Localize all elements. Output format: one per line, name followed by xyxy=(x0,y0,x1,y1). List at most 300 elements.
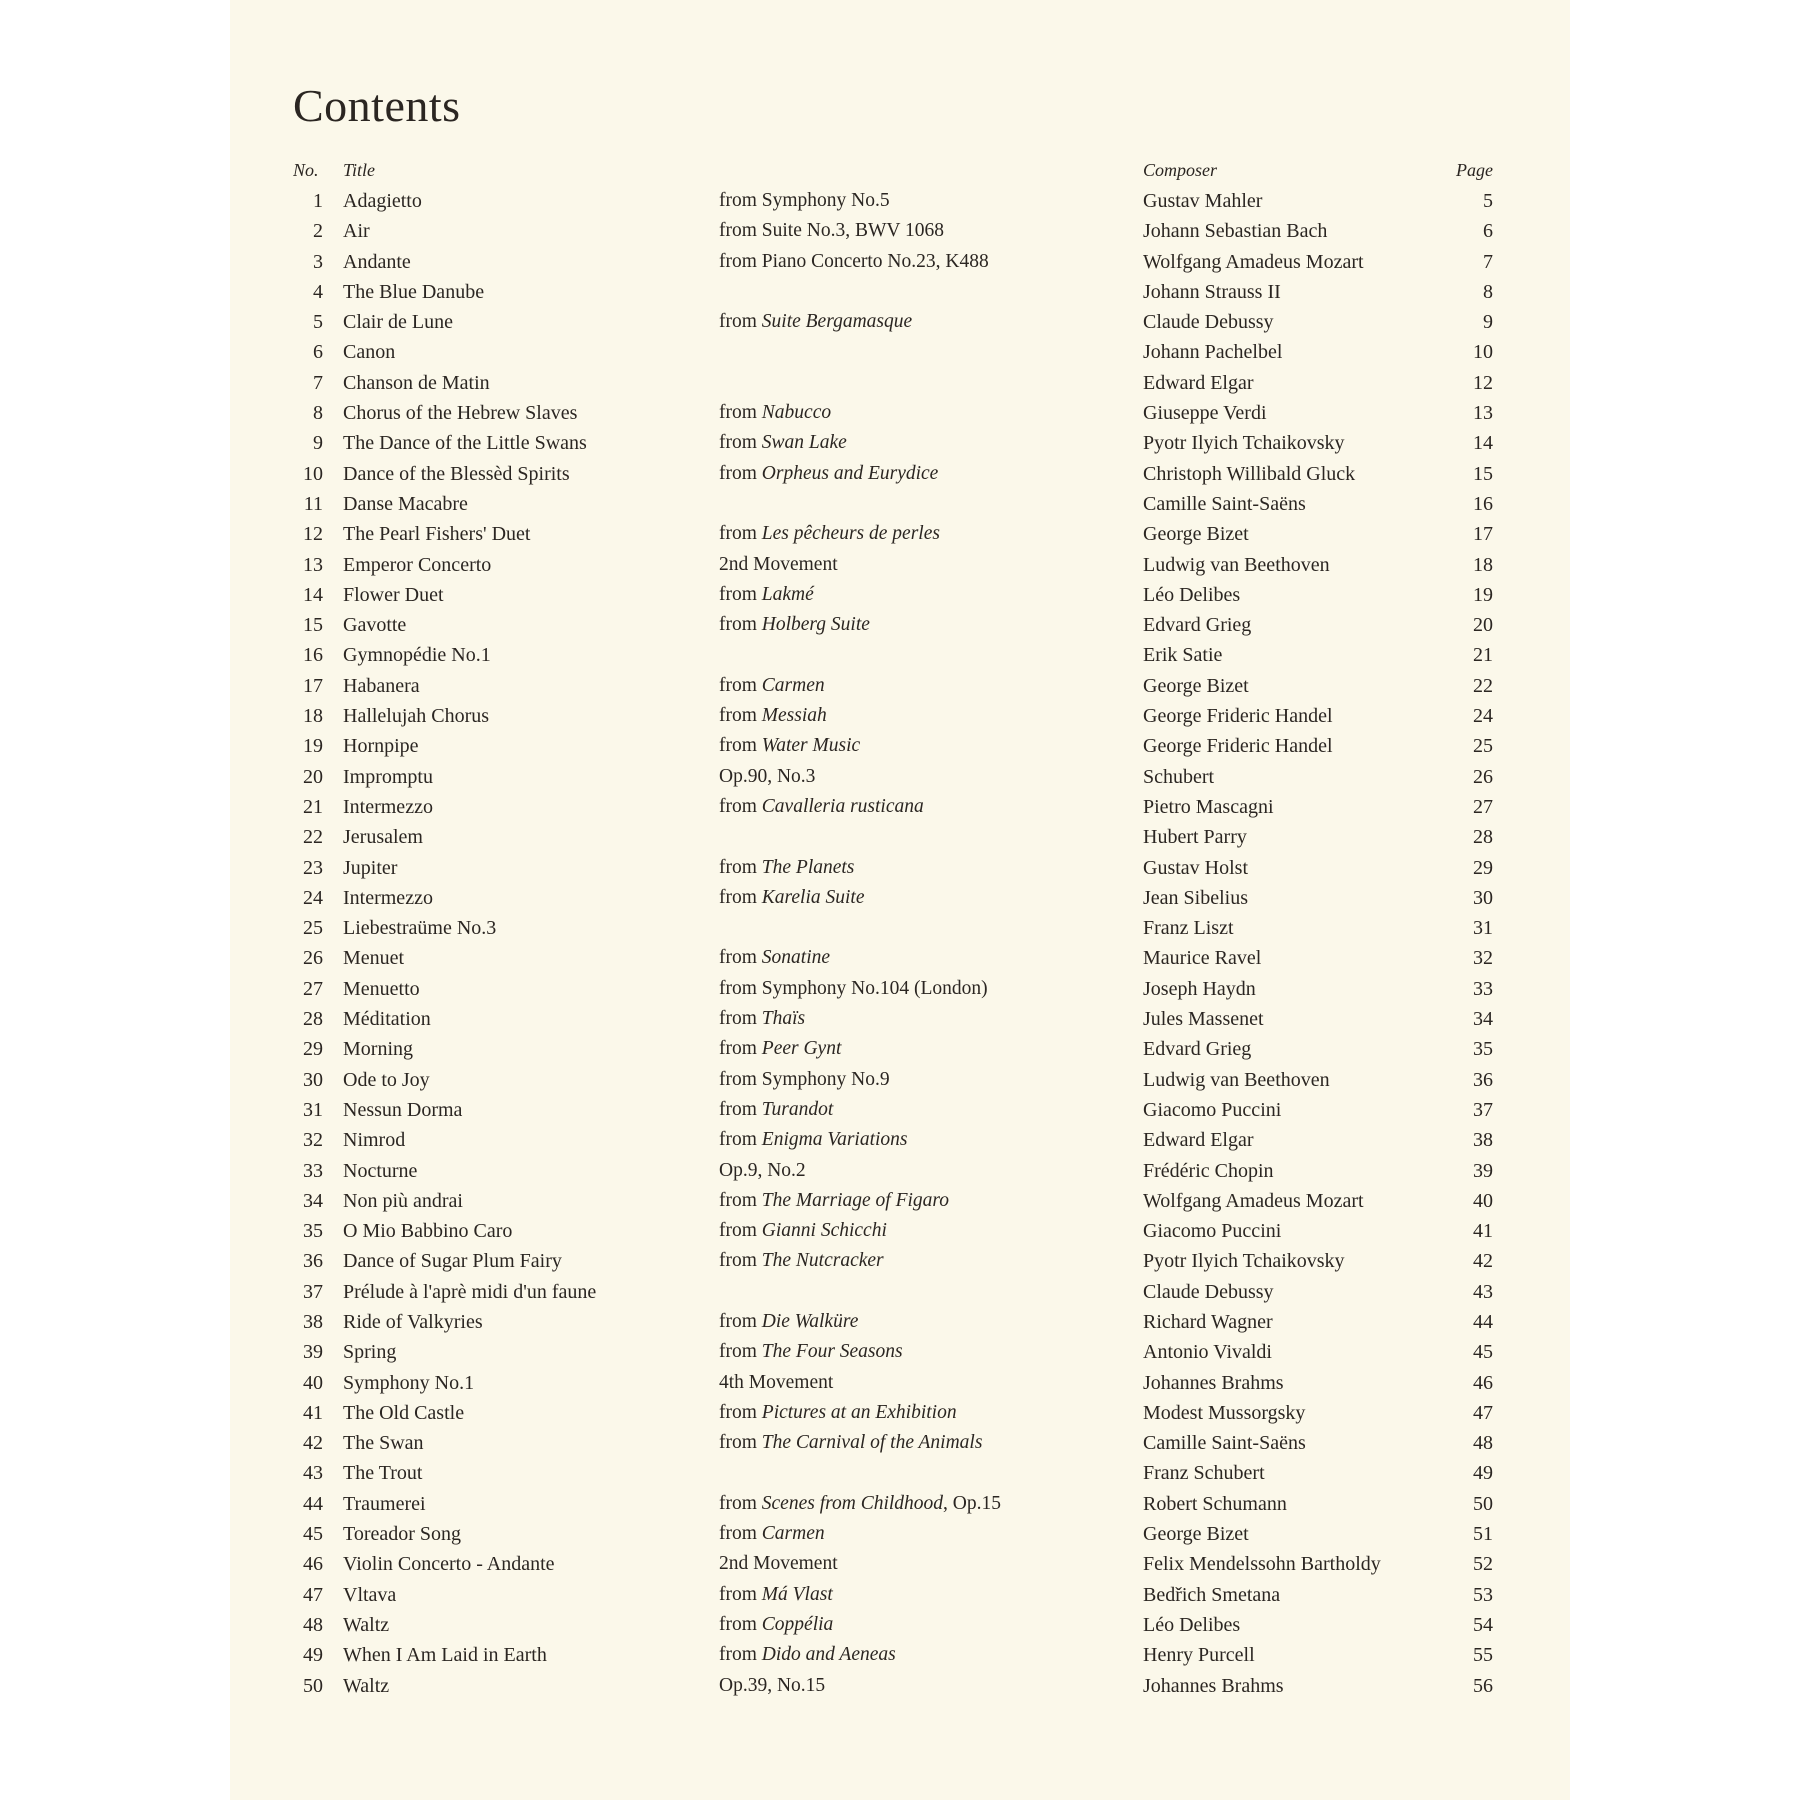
entry-number: 34 xyxy=(303,1189,323,1212)
table-row xyxy=(293,1246,1493,1276)
entry-source xyxy=(719,580,1143,610)
source-work: Messiah xyxy=(761,705,827,727)
source-prefix: from xyxy=(719,1008,762,1030)
table-row xyxy=(293,1125,1493,1155)
entry-number: 50 xyxy=(303,1674,323,1697)
entry-page: 13 xyxy=(1473,402,1493,425)
entry-composer: Christoph Willibald Gluck xyxy=(1143,462,1356,485)
source-work: The Nutcracker xyxy=(761,1250,884,1272)
table-row xyxy=(293,1458,1493,1488)
entry-title: When I Am Laid in Earth xyxy=(343,1644,547,1667)
source-prefix: from xyxy=(719,1432,762,1454)
entry-title: Hornpipe xyxy=(343,735,419,758)
entry-composer: Schubert xyxy=(1143,765,1215,788)
entry-source xyxy=(719,216,1143,246)
table-row xyxy=(293,1156,1493,1186)
table-row xyxy=(293,640,1493,670)
header-row xyxy=(293,154,1493,186)
source-prefix: from xyxy=(719,462,762,484)
source-work: Gianni Schicchi xyxy=(761,1220,887,1242)
header-composer: Composer xyxy=(1143,160,1218,180)
entry-title: Intermezzo xyxy=(343,886,433,909)
entry-number: 10 xyxy=(303,462,323,485)
entry-source xyxy=(719,883,1143,913)
entry-page: 37 xyxy=(1473,1098,1493,1121)
table-row xyxy=(293,1368,1493,1398)
entry-number: 12 xyxy=(303,523,323,546)
entry-source xyxy=(719,1519,1143,1549)
entry-page: 9 xyxy=(1483,311,1493,334)
entry-title: Menuetto xyxy=(343,977,420,1000)
entry-composer: Wolfgang Amadeus Mozart xyxy=(1143,1189,1364,1212)
source-prefix: from xyxy=(719,674,762,696)
entry-source xyxy=(719,1337,1143,1367)
table-row xyxy=(293,580,1493,610)
entry-page: 19 xyxy=(1473,583,1493,606)
source-work: Carmen xyxy=(761,674,825,696)
contents-table xyxy=(293,154,1493,1701)
entry-number: 32 xyxy=(303,1129,323,1152)
entry-number: 36 xyxy=(303,1250,323,1273)
source-work: Sonatine xyxy=(761,947,831,969)
table-row xyxy=(293,186,1493,216)
table-row xyxy=(293,1610,1493,1640)
entry-title: The Blue Danube xyxy=(343,280,485,303)
entry-source xyxy=(719,277,1143,307)
table-row xyxy=(293,731,1493,761)
entry-number: 49 xyxy=(303,1644,323,1667)
entry-page: 22 xyxy=(1473,674,1493,697)
source-prefix: from xyxy=(719,1038,762,1060)
source-prefix: from Suite No.3, BWV 1068 xyxy=(719,220,944,242)
entry-number: 44 xyxy=(303,1492,323,1515)
entry-title: Gavotte xyxy=(343,614,407,637)
entry-composer: Edvard Grieg xyxy=(1143,614,1252,637)
entry-source xyxy=(719,1156,1143,1186)
page-title: Contents xyxy=(293,80,461,131)
entry-number: 45 xyxy=(303,1523,323,1546)
source-prefix: from xyxy=(719,1401,762,1423)
entry-number: 35 xyxy=(303,1220,323,1243)
entry-source xyxy=(719,1640,1143,1670)
entry-composer: George Frideric Handel xyxy=(1143,735,1333,758)
source-prefix: from xyxy=(719,311,762,333)
entry-source xyxy=(719,671,1143,701)
entry-title: Jerusalem xyxy=(343,826,423,849)
entry-composer: Léo Delibes xyxy=(1143,1613,1241,1636)
source-work: Lakmé xyxy=(761,583,814,605)
entry-title: Symphony No.1 xyxy=(343,1371,475,1394)
entry-title: Liebestraüme No.3 xyxy=(343,917,497,940)
entry-page: 24 xyxy=(1473,705,1493,728)
table-row xyxy=(293,974,1493,1004)
table-row xyxy=(293,368,1493,398)
entry-title: Ode to Joy xyxy=(343,1068,430,1091)
entry-source xyxy=(719,731,1143,761)
entry-source xyxy=(719,1095,1143,1125)
entry-page: 8 xyxy=(1483,280,1493,303)
table-row xyxy=(293,1640,1493,1670)
entry-number: 2 xyxy=(313,220,323,243)
entry-composer: Antonio Vivaldi xyxy=(1143,1341,1272,1364)
entry-source xyxy=(719,1216,1143,1246)
entry-source xyxy=(719,1125,1143,1155)
entry-composer: Edvard Grieg xyxy=(1143,1038,1252,1061)
entry-title: Waltz xyxy=(343,1674,390,1697)
entry-composer: Erik Satie xyxy=(1143,644,1223,667)
source-work: Nabucco xyxy=(761,402,832,424)
entry-number: 17 xyxy=(303,674,323,697)
table-row xyxy=(293,1307,1493,1337)
entry-composer: Ludwig van Beethoven xyxy=(1143,1068,1330,1091)
entry-source xyxy=(719,822,1143,852)
header-no: No. xyxy=(293,160,319,180)
entry-title: Nimrod xyxy=(343,1129,406,1152)
entry-composer: Camille Saint-Saëns xyxy=(1143,1432,1306,1455)
source-prefix: 2nd Movement xyxy=(719,553,838,575)
entry-number: 3 xyxy=(313,250,323,273)
source-prefix: from xyxy=(719,1129,762,1151)
table-row xyxy=(293,1519,1493,1549)
table-row xyxy=(293,701,1493,731)
source-work: The Carnival of the Animals xyxy=(761,1432,983,1454)
source-prefix: Op.9, No.2 xyxy=(719,1159,806,1181)
entry-composer: Edward Elgar xyxy=(1143,371,1254,394)
entry-page: 29 xyxy=(1473,856,1493,879)
entry-page: 21 xyxy=(1473,644,1493,667)
entry-composer: Wolfgang Amadeus Mozart xyxy=(1143,250,1364,273)
entry-number: 9 xyxy=(313,432,323,455)
source-prefix: from xyxy=(719,1250,762,1272)
entry-title: Nessun Dorma xyxy=(343,1098,463,1121)
entry-composer: Pietro Mascagni xyxy=(1143,795,1274,818)
entry-source xyxy=(719,974,1143,1004)
entry-source xyxy=(719,428,1143,458)
table-row xyxy=(293,610,1493,640)
entry-title: Gymnopédie No.1 xyxy=(343,644,491,667)
entry-composer: Modest Mussorgsky xyxy=(1143,1401,1306,1424)
entry-number: 1 xyxy=(313,190,323,212)
entry-title: Emperor Concerto xyxy=(343,553,492,576)
entry-page: 41 xyxy=(1473,1220,1493,1243)
table-row xyxy=(293,489,1493,519)
table-row xyxy=(293,459,1493,489)
entry-title: Impromptu xyxy=(343,765,433,788)
entry-title: Clair de Lune xyxy=(343,311,453,334)
entry-number: 21 xyxy=(303,795,323,818)
source-prefix: from xyxy=(719,705,762,727)
source-work: Scenes from Childhood xyxy=(761,1492,944,1514)
source-work: Má Vlast xyxy=(761,1583,833,1605)
entry-composer: Camille Saint-Saëns xyxy=(1143,492,1306,515)
entry-title: Violin Concerto - Andante xyxy=(343,1553,555,1576)
source-work: Orpheus and Eurydice xyxy=(761,462,939,484)
entry-source xyxy=(719,1458,1143,1488)
entry-title: Dance of Sugar Plum Fairy xyxy=(343,1250,562,1273)
source-prefix: from xyxy=(719,795,762,817)
source-prefix: from xyxy=(719,856,762,878)
entry-number: 46 xyxy=(303,1553,323,1576)
entry-source xyxy=(719,1549,1143,1579)
entry-source xyxy=(719,853,1143,883)
entry-title: The Dance of the Little Swans xyxy=(343,432,587,455)
source-prefix: from xyxy=(719,1523,762,1545)
source-prefix: from xyxy=(719,1644,762,1666)
entry-page: 48 xyxy=(1473,1432,1493,1455)
entry-page: 40 xyxy=(1473,1189,1493,1212)
entry-page: 34 xyxy=(1473,1008,1493,1031)
entry-title: Ride of Valkyries xyxy=(343,1310,483,1333)
entry-title: O Mio Babbino Caro xyxy=(343,1220,513,1243)
source-prefix: from xyxy=(719,432,762,454)
entry-number: 27 xyxy=(303,977,323,1000)
entry-composer: Jules Massenet xyxy=(1143,1008,1264,1031)
entry-composer: Frédéric Chopin xyxy=(1143,1159,1274,1182)
entry-source xyxy=(719,1307,1143,1337)
table-row xyxy=(293,913,1493,943)
entry-page: 53 xyxy=(1473,1583,1493,1606)
source-prefix: from xyxy=(719,1341,762,1363)
table-row xyxy=(293,1671,1493,1701)
entry-number: 40 xyxy=(303,1371,323,1394)
entry-composer: Claude Debussy xyxy=(1143,1280,1274,1303)
entry-page: 7 xyxy=(1483,250,1493,273)
entry-composer: George Frideric Handel xyxy=(1143,705,1333,728)
source-prefix: from Symphony No.9 xyxy=(719,1068,890,1090)
table-row xyxy=(293,1398,1493,1428)
entry-composer: Giacomo Puccini xyxy=(1143,1098,1282,1121)
table-row xyxy=(293,822,1493,852)
entry-source xyxy=(719,489,1143,519)
entry-page: 45 xyxy=(1473,1341,1493,1364)
source-work: Die Walküre xyxy=(761,1310,859,1332)
table-row xyxy=(293,1549,1493,1579)
table-row xyxy=(293,398,1493,428)
source-prefix: from xyxy=(719,583,762,605)
entry-title: Air xyxy=(343,220,370,243)
entry-composer: George Bizet xyxy=(1143,674,1249,697)
entry-source xyxy=(719,1368,1143,1398)
entry-composer: Giuseppe Verdi xyxy=(1143,402,1267,425)
entry-page: 56 xyxy=(1473,1674,1493,1697)
source-prefix: 2nd Movement xyxy=(719,1553,838,1575)
entry-composer: Jean Sibelius xyxy=(1143,886,1248,909)
source-prefix: Op.90, No.3 xyxy=(719,765,816,787)
source-work: Swan Lake xyxy=(761,432,847,454)
entry-composer: Claude Debussy xyxy=(1143,311,1274,334)
entry-number: 11 xyxy=(303,492,323,515)
entry-source xyxy=(719,398,1143,428)
table-row xyxy=(293,428,1493,458)
entry-composer: Johann Sebastian Bach xyxy=(1143,220,1328,243)
entry-composer: Johann Strauss II xyxy=(1143,280,1281,303)
table-row xyxy=(293,550,1493,580)
table-row xyxy=(293,307,1493,337)
entry-page: 35 xyxy=(1473,1038,1493,1061)
table-row xyxy=(293,337,1493,367)
source-suffix: , Op.15 xyxy=(943,1492,1002,1514)
entry-title: Jupiter xyxy=(343,856,398,879)
entry-page: 55 xyxy=(1473,1644,1493,1667)
entry-page: 20 xyxy=(1473,614,1493,637)
entry-title: The Trout xyxy=(343,1462,423,1485)
source-work: The Planets xyxy=(761,856,855,878)
entry-source xyxy=(719,1004,1143,1034)
contents-page xyxy=(230,0,1570,1800)
entry-title: Vltava xyxy=(343,1583,397,1606)
entry-source xyxy=(719,1580,1143,1610)
entry-page: 26 xyxy=(1473,765,1493,788)
table-row xyxy=(293,1216,1493,1246)
header-title: Title xyxy=(343,160,376,180)
entry-number: 18 xyxy=(303,705,323,728)
entry-source xyxy=(719,307,1143,337)
table-row xyxy=(293,1277,1493,1307)
table-row xyxy=(293,1034,1493,1064)
entry-page: 16 xyxy=(1473,492,1493,515)
entry-number: 29 xyxy=(303,1038,323,1061)
source-work: Turandot xyxy=(761,1098,834,1120)
entry-source xyxy=(719,459,1143,489)
entry-page: 32 xyxy=(1473,947,1493,970)
entry-source xyxy=(719,1671,1143,1701)
entry-number: 42 xyxy=(303,1432,323,1455)
entry-composer: Robert Schumann xyxy=(1143,1492,1287,1515)
source-prefix: from xyxy=(719,735,762,757)
entry-number: 24 xyxy=(303,886,323,909)
entry-composer: Hubert Parry xyxy=(1143,826,1247,849)
entry-page: 38 xyxy=(1473,1129,1493,1152)
entry-number: 20 xyxy=(303,765,323,788)
entry-number: 22 xyxy=(303,826,323,849)
entry-page: 10 xyxy=(1473,341,1493,364)
entry-page: 31 xyxy=(1473,917,1493,940)
entry-composer: Edward Elgar xyxy=(1143,1129,1254,1152)
entry-page: 47 xyxy=(1473,1401,1493,1424)
entry-source xyxy=(719,1610,1143,1640)
source-prefix: from xyxy=(719,1492,762,1514)
entry-source xyxy=(719,247,1143,277)
source-work: The Four Seasons xyxy=(761,1341,903,1363)
source-work: Enigma Variations xyxy=(761,1129,908,1151)
entry-number: 38 xyxy=(303,1310,323,1333)
contents-body xyxy=(293,186,1493,1701)
entry-page: 12 xyxy=(1473,371,1493,394)
entry-number: 16 xyxy=(303,644,323,667)
entry-composer: Gustav Mahler xyxy=(1143,190,1263,212)
entry-source xyxy=(719,762,1143,792)
table-row xyxy=(293,792,1493,822)
table-row xyxy=(293,1095,1493,1125)
table-row xyxy=(293,277,1493,307)
source-prefix: from xyxy=(719,1220,762,1242)
source-work: Water Music xyxy=(761,735,861,757)
entry-page: 28 xyxy=(1473,826,1493,849)
source-work: Karelia Suite xyxy=(761,886,865,908)
entry-source xyxy=(719,1489,1143,1519)
source-work: Les pêcheurs de perles xyxy=(761,523,940,545)
entry-title: Toreador Song xyxy=(343,1523,462,1546)
entry-composer: Pyotr Ilyich Tchaikovsky xyxy=(1143,432,1345,455)
entry-number: 8 xyxy=(313,402,323,425)
entry-source xyxy=(719,1034,1143,1064)
entry-number: 33 xyxy=(303,1159,323,1182)
entry-number: 41 xyxy=(303,1401,323,1424)
entry-source xyxy=(719,186,1143,216)
source-prefix: 4th Movement xyxy=(719,1371,834,1393)
entry-source xyxy=(719,519,1143,549)
entry-composer: Joseph Haydn xyxy=(1143,977,1256,1000)
entry-page: 51 xyxy=(1473,1523,1493,1546)
source-work: Coppélia xyxy=(761,1613,834,1635)
entry-source xyxy=(719,913,1143,943)
entry-composer: Johann Pachelbel xyxy=(1143,341,1283,364)
entry-title: Morning xyxy=(343,1038,413,1061)
entry-page: 6 xyxy=(1483,220,1493,243)
entry-page: 15 xyxy=(1473,462,1493,485)
entry-number: 31 xyxy=(303,1098,323,1121)
entry-page: 39 xyxy=(1473,1159,1493,1182)
entry-source xyxy=(719,1428,1143,1458)
table-row xyxy=(293,853,1493,883)
source-work: The Marriage of Figaro xyxy=(761,1189,950,1211)
table-row xyxy=(293,1428,1493,1458)
entry-source xyxy=(719,1277,1143,1307)
entry-composer: Johannes Brahms xyxy=(1143,1371,1284,1394)
entry-title: Waltz xyxy=(343,1613,390,1636)
table-row xyxy=(293,247,1493,277)
entry-page: 14 xyxy=(1473,432,1493,455)
entry-page: 50 xyxy=(1473,1492,1493,1515)
entry-composer: Ludwig van Beethoven xyxy=(1143,553,1330,576)
entry-composer: Felix Mendelssohn Bartholdy xyxy=(1143,1553,1381,1576)
source-work: Thaïs xyxy=(761,1008,806,1030)
table-row xyxy=(293,671,1493,701)
entry-title: The Old Castle xyxy=(343,1401,465,1424)
source-prefix: from xyxy=(719,1098,762,1120)
entry-composer: Bedřich Smetana xyxy=(1143,1583,1281,1606)
source-prefix: from xyxy=(719,1613,762,1635)
entry-title: Prélude à l'aprè midi d'un faune xyxy=(343,1280,597,1303)
entry-title: Menuet xyxy=(343,947,405,970)
entry-composer: Maurice Ravel xyxy=(1143,947,1262,970)
entry-title: Méditation xyxy=(343,1008,431,1031)
entry-number: 25 xyxy=(303,917,323,940)
entry-source xyxy=(719,792,1143,822)
entry-number: 26 xyxy=(303,947,323,970)
source-prefix: from xyxy=(719,886,762,908)
entry-title: Nocturne xyxy=(343,1159,418,1182)
table-row xyxy=(293,883,1493,913)
source-work: Dido and Aeneas xyxy=(761,1644,896,1666)
table-row xyxy=(293,943,1493,973)
source-prefix: Op.39, No.15 xyxy=(719,1674,826,1696)
entry-page: 54 xyxy=(1473,1613,1493,1636)
entry-page: 17 xyxy=(1473,523,1493,546)
entry-number: 5 xyxy=(313,311,323,334)
entry-page: 44 xyxy=(1473,1310,1493,1333)
entry-page: 18 xyxy=(1473,553,1493,576)
table-row xyxy=(293,762,1493,792)
entry-number: 48 xyxy=(303,1613,323,1636)
entry-title: Intermezzo xyxy=(343,795,433,818)
table-row xyxy=(293,1186,1493,1216)
entry-page: 43 xyxy=(1473,1280,1493,1303)
entry-composer: Franz Liszt xyxy=(1143,917,1234,940)
table-row xyxy=(293,1065,1493,1095)
entry-page: 25 xyxy=(1473,735,1493,758)
entry-title: Traumerei xyxy=(343,1492,426,1515)
